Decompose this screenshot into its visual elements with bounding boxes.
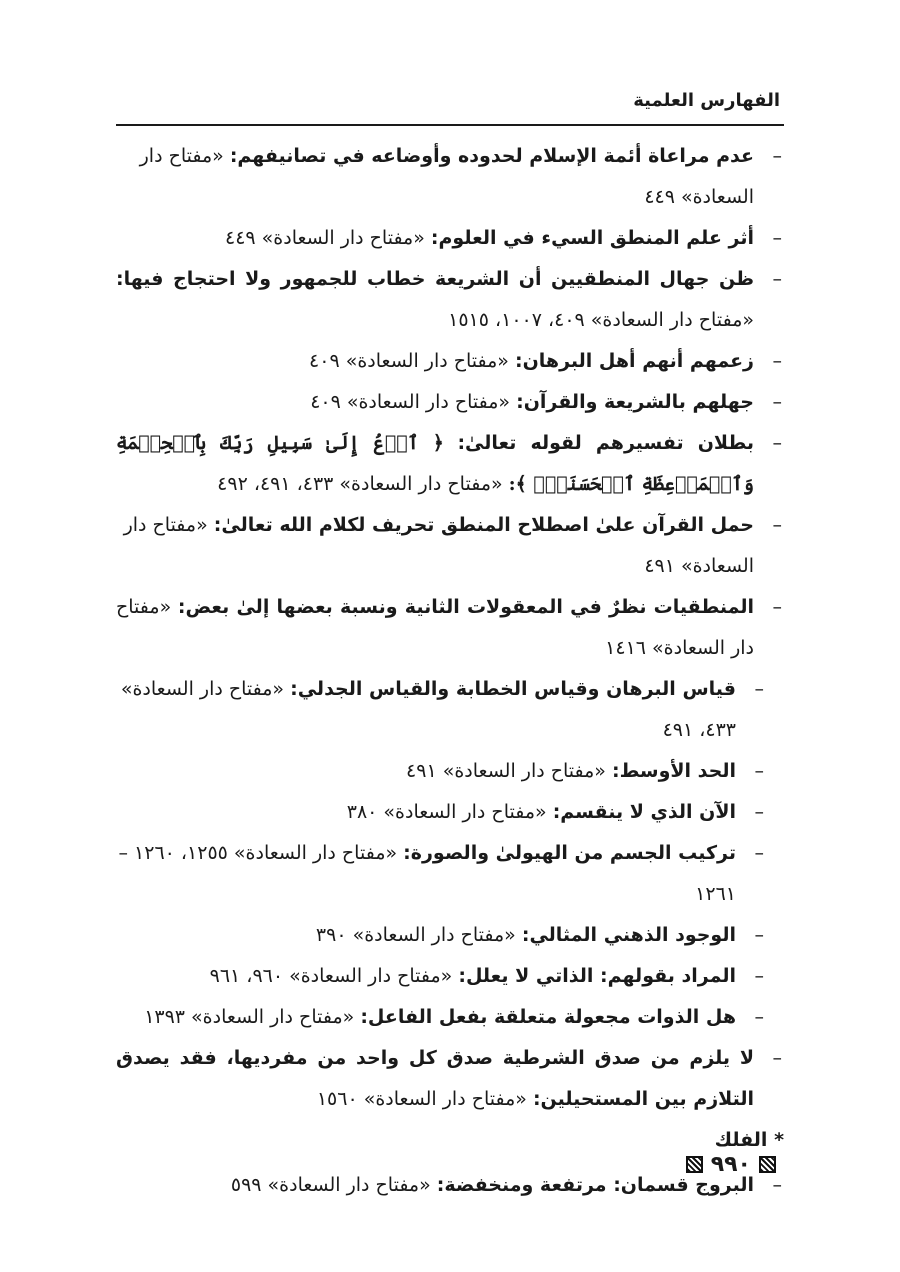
entry-reference: «مفتاح دار السعادة» ١٣٩٣ <box>144 1006 355 1028</box>
index-entry <box>116 341 784 382</box>
entry-topic: تركيب الجسم من الهيولىٰ والصورة: <box>403 842 736 864</box>
entry-reference: «مفتاح دار السعادة» ٤٠٩، ١٠٠٧، ١٥١٥ <box>448 309 754 331</box>
index-entry <box>116 423 784 505</box>
index-entry <box>116 1038 784 1120</box>
index-entry <box>116 792 784 833</box>
entry-reference: «مفتاح دار السعادة» ٤٣٣، ٤٩١، ٤٩٢ <box>217 473 503 495</box>
entry-dash: – <box>754 1006 764 1028</box>
index-entry <box>116 956 784 997</box>
index-list <box>116 136 784 1206</box>
header-rule <box>116 124 784 126</box>
entry-reference: «مفتاح دار السعادة» ٥٩٩ <box>230 1174 431 1196</box>
index-entry <box>116 587 784 669</box>
section-title: الفلك <box>714 1129 768 1151</box>
entry-topic: المنطقيات نظرٌ في المعقولات الثانية ونسبة بعضها إلىٰ بعض: <box>177 596 754 618</box>
entry-topic: هل الذوات مجعولة متعلقة بفعل الفاعل: <box>360 1006 736 1028</box>
index-entry <box>116 833 784 915</box>
entry-reference: «مفتاح دار السعادة» ٤٣٣، ٤٩١ <box>120 678 736 741</box>
entry-reference: «مفتاح دار السعادة» ٤٤٩ <box>224 227 425 249</box>
entry-reference: «مفتاح دار السعادة» ٤٤٩ <box>139 145 754 208</box>
entry-topic: الوجود الذهني المثالي: <box>521 924 736 946</box>
entry-dash: – <box>772 350 782 372</box>
entry-topic: لا يلزم من صدق الشرطية صدق كل واحد من مفرديها، فقد يصدق التلازم بين المستحيلين: <box>116 1047 754 1110</box>
index-entry <box>116 218 784 259</box>
entry-topic: عدم مراعاة أئمة الإسلام لحدوده وأوضاعه في تصانيفهم: <box>229 145 754 167</box>
entry-dash: – <box>772 596 782 618</box>
index-entry <box>116 997 784 1038</box>
entry-topic: الحد الأوسط: <box>611 760 736 782</box>
entry-dash: – <box>772 268 782 290</box>
entry-reference: «مفتاح دار السعادة» ١٢٥٥، ١٢٦٠ – ١٢٦١ <box>118 842 736 905</box>
entry-topic: حمل القرآن علىٰ اصطلاح المنطق تحريف لكلام الله تعالىٰ: <box>213 514 754 536</box>
entry-reference: «مفتاح دار السعادة» ٣٩٠ <box>315 924 516 946</box>
entry-reference: «مفتاح دار السعادة» ١٤١٦ <box>116 596 754 659</box>
index-entry <box>116 751 784 792</box>
entry-reference: «مفتاح دار السعادة» ٤٩١ <box>406 760 606 782</box>
entry-dash: – <box>754 678 764 700</box>
index-entry <box>116 382 784 423</box>
section-heading <box>116 1120 784 1161</box>
entry-reference: «مفتاح دار السعادة» ١٥٦٠ <box>316 1088 527 1110</box>
entry-dash: – <box>772 1174 782 1196</box>
entry-reference: «مفتاح دار السعادة» ٣٨٠ <box>346 801 547 823</box>
entry-topic: البروج قسمان: مرتفعة ومنخفضة: <box>436 1174 754 1196</box>
entry-dash: – <box>754 924 764 946</box>
index-entry <box>116 259 784 341</box>
entry-topic: زعمهم أنهم أهل البرهان: <box>514 350 754 372</box>
entry-dash: – <box>772 432 782 454</box>
index-entry <box>116 1165 784 1206</box>
entry-reference: «مفتاح دار السعادة» ٤٠٩ <box>310 391 511 413</box>
entry-topic: جهلهم بالشريعة والقرآن: <box>516 391 754 413</box>
page-header-title: الفهارس العلمية <box>633 90 780 111</box>
entry-dash: – <box>754 801 764 823</box>
entry-dash: – <box>754 760 764 782</box>
entry-dash: – <box>772 514 782 536</box>
entry-topic: بطلان تفسيرهم لقوله تعالىٰ: <box>457 432 755 454</box>
page-number: ٩٩٠ <box>710 1152 751 1177</box>
entry-dash: – <box>772 227 782 249</box>
entry-topic: أثر علم المنطق السيء في العلوم: <box>430 227 754 249</box>
entry-reference: «مفتاح دار السعادة» ٤٠٩ <box>309 350 509 372</box>
asterisk-icon: * <box>774 1129 784 1151</box>
entry-dash: – <box>772 391 782 413</box>
page-footer <box>686 1152 776 1177</box>
index-entry <box>116 505 784 587</box>
entry-dash: – <box>772 145 782 167</box>
entry-dash: – <box>754 965 764 987</box>
entry-reference: «مفتاح دار السعادة» ٩٦٠، ٩٦١ <box>209 965 453 987</box>
entry-dash: – <box>754 842 764 864</box>
ornament-icon <box>686 1156 703 1173</box>
entry-reference: «مفتاح دار السعادة» ٤٩١ <box>123 514 754 577</box>
entry-dash: – <box>772 1047 782 1069</box>
ornament-icon <box>759 1156 776 1173</box>
quran-verse: ﴿ ٱدۡعُ إِلَىٰ سَبِيلِ رَبِّكَ بِٱلۡحِكۡمَةِ وَٱلۡمَوۡعِظَةِ ٱلۡحَسَنَةِۖ ﴾: <box>116 432 754 495</box>
index-entry <box>116 915 784 956</box>
entry-topic: قياس البرهان وقياس الخطابة والقياس الجدلي: <box>290 678 736 700</box>
index-entry <box>116 669 784 751</box>
index-entry <box>116 136 784 218</box>
entry-topic: ظن جهال المنطقيين أن الشريعة خطاب للجمهور ولا احتجاج فيها: <box>116 268 754 290</box>
entry-topic: الآن الذي لا ينقسم: <box>552 801 736 823</box>
entry-topic: المراد بقولهم: الذاتي لا يعلل: <box>458 965 736 987</box>
